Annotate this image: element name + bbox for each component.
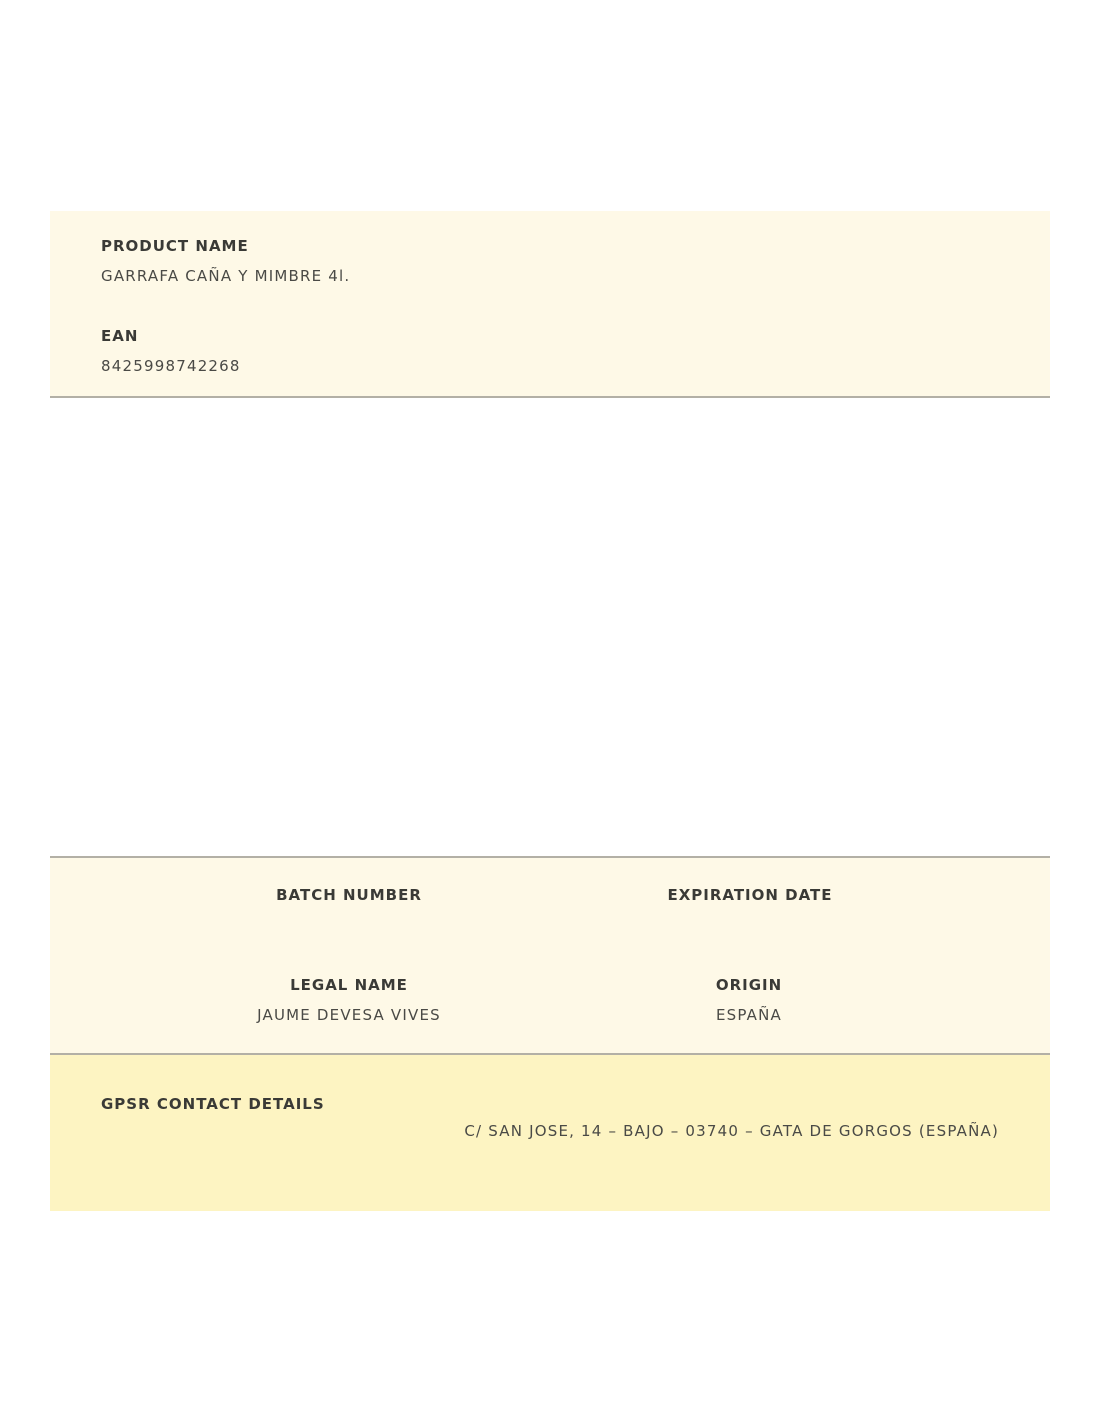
batch-number-label: BATCH NUMBER (276, 886, 422, 904)
legal-name-label: LEGAL NAME (290, 976, 408, 994)
gpsr-contact-address: C/ SAN JOSE, 14 – BAJO – 03740 – GATA DE GORGOS (ESPAÑA) (464, 1122, 999, 1140)
expiration-date-label: EXPIRATION DATE (667, 886, 833, 904)
product-name-label: PRODUCT NAME (101, 237, 249, 255)
ean-label: EAN (101, 327, 139, 345)
product-info-panel (50, 211, 1050, 398)
product-details-panel (50, 856, 1050, 1055)
product-name-value: GARRAFA CAÑA Y MIMBRE 4l. (101, 267, 351, 285)
gpsr-contact-label: GPSR CONTACT DETAILS (101, 1095, 325, 1113)
gpsr-contact-panel (50, 1055, 1050, 1211)
origin-value: ESPAÑA (715, 1006, 783, 1024)
origin-label: ORIGIN (715, 976, 783, 994)
ean-value: 8425998742268 (101, 357, 241, 375)
legal-name-value: JAUME DEVESA VIVES (257, 1006, 441, 1024)
